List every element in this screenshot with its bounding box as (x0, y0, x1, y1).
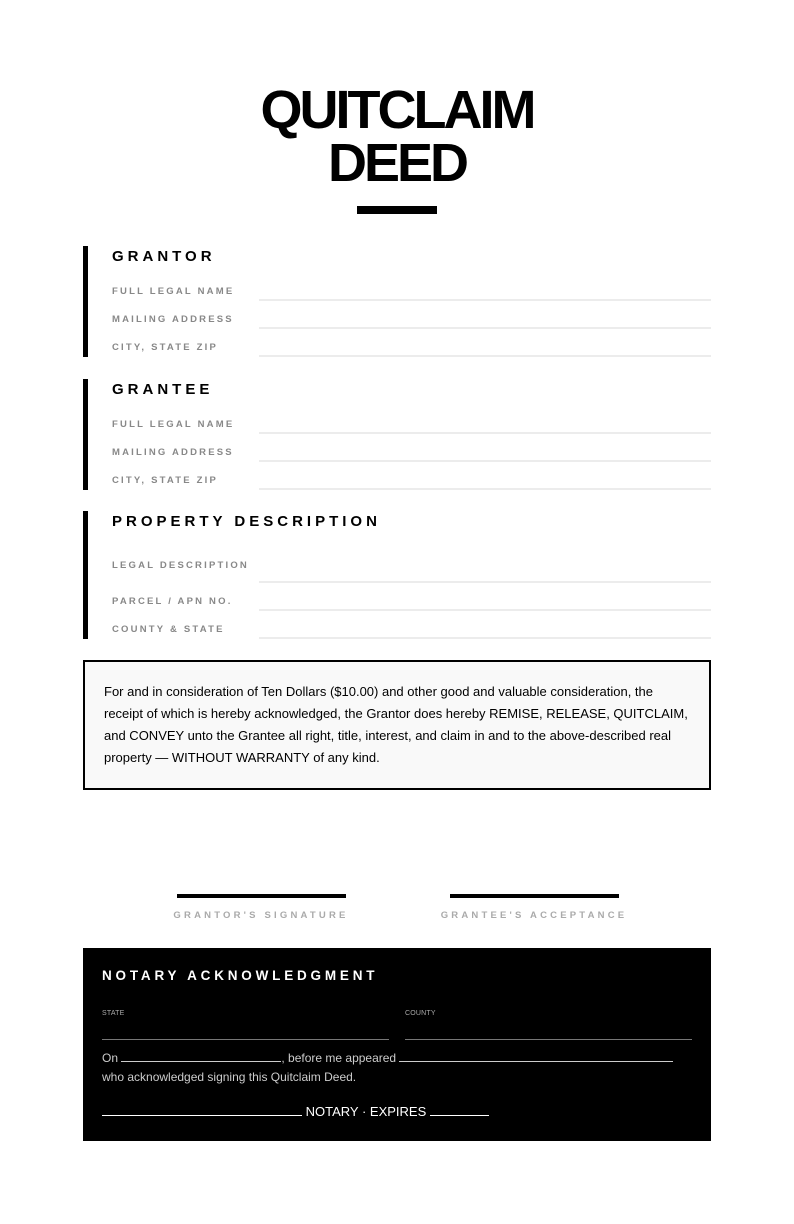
title-divider (357, 206, 437, 214)
field-label: CITY, STATE ZIP (112, 475, 219, 486)
grantor-name-input[interactable] (259, 299, 711, 301)
field-label: FULL LEGAL NAME (112, 286, 235, 297)
parcel-apn-field[interactable] (112, 589, 711, 611)
field-label: MAILING ADDRESS (112, 447, 234, 458)
property-section (83, 511, 711, 639)
notary-state-label: STATE (102, 1010, 125, 1017)
document-title (0, 80, 794, 193)
notary-county-field[interactable] (405, 1008, 692, 1040)
notary-acknowledged-text: who acknowledged signing this Quitclaim Deed. (102, 1070, 357, 1084)
notary-appeared-text: , before me appeared (281, 1051, 397, 1065)
field-label: LEGAL DESCRIPTION (112, 560, 249, 571)
legal-description-field[interactable] (112, 553, 711, 583)
notary-signature-blank[interactable] (102, 1102, 302, 1116)
notary-appeared-name-blank[interactable] (399, 1049, 673, 1062)
grantee-section (83, 379, 711, 490)
field-label: MAILING ADDRESS (112, 314, 234, 325)
grantor-signature-label: GRANTOR'S SIGNATURE (173, 910, 349, 921)
grantee-name-input[interactable] (259, 432, 711, 434)
grantee-signature-line[interactable] (450, 894, 619, 898)
grantor-city-field[interactable] (112, 335, 711, 357)
county-state-field[interactable] (112, 617, 711, 639)
grantor-signature-block[interactable] (170, 894, 352, 921)
grantor-name-field[interactable] (112, 279, 711, 301)
county-state-input[interactable] (259, 637, 711, 639)
legal-description-input[interactable] (259, 581, 711, 583)
notary-section (83, 948, 711, 1141)
grantor-city-input[interactable] (259, 355, 711, 357)
grantor-address-field[interactable] (112, 307, 711, 329)
title-line-2: DEED (327, 133, 467, 193)
grantee-signature-label: GRANTEE'S ACCEPTANCE (440, 910, 628, 921)
grantee-city-input[interactable] (259, 488, 711, 490)
notary-expires-blank[interactable] (430, 1102, 489, 1116)
field-label: FULL LEGAL NAME (112, 419, 235, 430)
notary-expires-label: NOTARY · EXPIRES (305, 1104, 427, 1119)
title-line-1: QUITCLAIM (260, 80, 534, 140)
consideration-text: For and in consideration of Ten Dollars ($10.00) and other good and valuable consideration, the receipt of which is hereby acknowledged, the Grantor does hereby REMISE, RELEASE, QUITCLAIM, and CONVEY unto the Grantee all right, title, interest, and claim in and to the above-described real property — WITHOUT WARRANTY of any kind. (104, 684, 688, 765)
notary-state-field[interactable] (102, 1008, 389, 1040)
notary-county-input[interactable] (405, 1039, 692, 1040)
grantee-name-field[interactable] (112, 412, 711, 434)
notary-on-prefix: On (102, 1051, 119, 1065)
grantor-heading: GRANTOR (112, 248, 216, 265)
grantee-address-input[interactable] (259, 460, 711, 462)
property-heading: PROPERTY DESCRIPTION (112, 513, 381, 530)
grantor-signature-line[interactable] (177, 894, 346, 898)
grantee-city-field[interactable] (112, 468, 711, 490)
notary-statement (102, 1049, 673, 1087)
notary-heading: NOTARY ACKNOWLEDGMENT (102, 968, 379, 983)
field-label: CITY, STATE ZIP (112, 342, 219, 353)
grantor-section (83, 246, 711, 357)
grantee-heading: GRANTEE (112, 381, 214, 398)
field-label: COUNTY & STATE (112, 624, 225, 635)
field-label: PARCEL / APN NO. (112, 596, 233, 607)
grantor-address-input[interactable] (259, 327, 711, 329)
consideration-clause (83, 660, 711, 790)
parcel-apn-input[interactable] (259, 609, 711, 611)
notary-state-input[interactable] (102, 1039, 389, 1040)
notary-date-blank[interactable] (121, 1049, 281, 1062)
grantee-signature-block[interactable] (436, 894, 632, 921)
notary-county-label: COUNTY (405, 1010, 436, 1017)
notary-signature-row (102, 1102, 489, 1119)
grantee-address-field[interactable] (112, 440, 711, 462)
